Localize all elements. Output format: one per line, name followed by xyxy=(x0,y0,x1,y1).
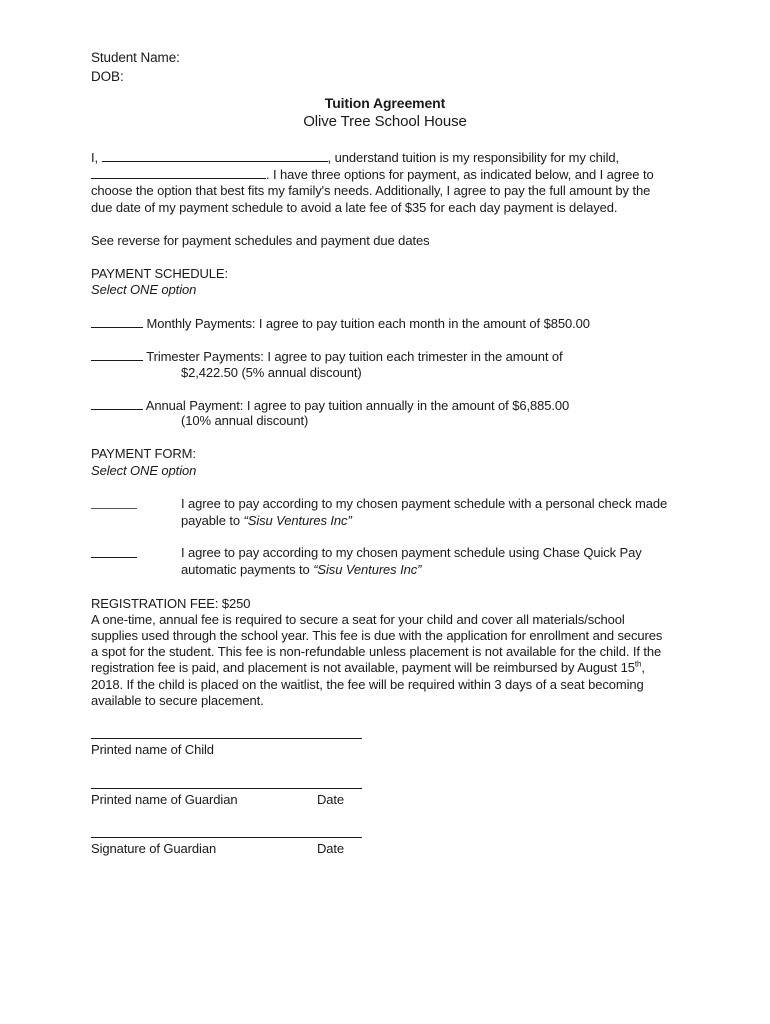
payment-form-heading: PAYMENT FORM: xyxy=(91,446,196,461)
registration-line-6: available to secure placement. xyxy=(91,693,264,708)
monthly-option-text: Monthly Payments: I agree to pay tuition each month in the amount of $850.00 xyxy=(146,316,590,331)
quickpay-payable-text: automatic payments to xyxy=(181,562,314,577)
check-select-blank[interactable] xyxy=(91,496,137,509)
intro-line-4: due date of my payment schedule to avoid a late fee of $35 for each day payment is delayed. xyxy=(91,200,618,215)
registration-line-3: a spot for the student. This fee is non-refundable unless placement is not available for the child. If the xyxy=(91,644,662,659)
intro-i: I, xyxy=(91,150,99,165)
monthly-select-blank[interactable] xyxy=(91,315,143,328)
check-payee: “Sisu Ventures Inc” xyxy=(243,513,352,528)
guardian-signature-label: Signature of Guardian xyxy=(91,841,217,856)
guardian-name-label: Printed name of Guardian xyxy=(91,792,238,807)
registration-l4-comma: , xyxy=(641,660,645,675)
intro-line-1 xyxy=(91,149,619,166)
guardian-signature-line[interactable] xyxy=(91,837,362,838)
annual-option-text: Annual Payment: I agree to pay tuition annually in the amount of $6,885.00 xyxy=(145,398,570,413)
intro-l1-text: , understand tuition is my responsibility for my child, xyxy=(327,150,620,165)
intro-line-3: choose the option that best fits my family's needs. Additionally, I agree to pay the full amount by the xyxy=(91,183,651,198)
form-option-check-line-1: I agree to pay according to my chosen payment schedule with a personal check made xyxy=(181,496,668,511)
guardian-name-line[interactable] xyxy=(91,788,362,789)
dob-label: DOB: xyxy=(91,69,124,84)
annual-option-detail: (10% annual discount) xyxy=(181,413,309,428)
schedule-option-monthly xyxy=(91,315,590,332)
form-option-check-line-2 xyxy=(181,513,352,529)
child-name-line[interactable] xyxy=(91,738,362,739)
registration-line-2: supplies used through the school year. This fee is due with the application for enrollment and secures xyxy=(91,628,663,643)
payment-schedule-heading: PAYMENT SCHEDULE: xyxy=(91,266,228,281)
registration-line-1: A one-time, annual fee is required to secure a seat for your child and cover all materials/school xyxy=(91,612,625,627)
form-option-check-blank-row xyxy=(91,496,137,513)
registration-line-4 xyxy=(91,660,645,676)
child-name-label: Printed name of Child xyxy=(91,742,214,757)
intro-l2-text: . I have three options for payment, as indicated below, and I agree to xyxy=(266,167,654,182)
trimester-option-text: Trimester Payments: I agree to pay tuition each trimester in the amount of xyxy=(146,349,563,364)
annual-select-blank[interactable] xyxy=(91,397,143,410)
parent-name-blank[interactable] xyxy=(102,149,328,162)
schedule-option-annual xyxy=(91,397,569,414)
guardian-date-label: Date xyxy=(317,792,345,807)
see-reverse-note: See reverse for payment schedules and payment due dates xyxy=(91,233,430,248)
schedule-option-trimester xyxy=(91,348,563,365)
registration-line-5: 2018. If the child is placed on the waitlist, the fee will be required within 3 days of a seat becoming xyxy=(91,677,644,692)
payment-form-instruction: Select ONE option xyxy=(91,463,197,478)
school-name: Olive Tree School House xyxy=(303,113,467,130)
page-title: Tuition Agreement xyxy=(324,95,446,111)
ordinal-suffix: th xyxy=(634,659,642,669)
form-option-quickpay-line-2 xyxy=(181,562,421,578)
student-name-label: Student Name: xyxy=(91,50,180,65)
form-option-quickpay-blank-row xyxy=(91,545,137,562)
child-name-blank[interactable] xyxy=(91,166,266,179)
intro-line-2 xyxy=(91,166,654,183)
trimester-option-detail: $2,422.50 (5% annual discount) xyxy=(181,365,362,380)
payment-schedule-instruction: Select ONE option xyxy=(91,282,197,297)
quickpay-select-blank[interactable] xyxy=(91,545,137,558)
check-payable-text: payable to xyxy=(181,513,244,528)
form-option-quickpay-line-1: I agree to pay according to my chosen payment schedule using Chase Quick Pay xyxy=(181,545,642,560)
quickpay-payee: “Sisu Ventures Inc” xyxy=(313,562,422,577)
registration-l4-text: registration fee is paid, and placement is not available, payment will be reimbursed by August 15 xyxy=(91,660,635,675)
registration-heading: REGISTRATION FEE: $250 xyxy=(91,596,251,611)
trimester-select-blank[interactable] xyxy=(91,348,143,361)
signature-date-label: Date xyxy=(317,841,345,856)
